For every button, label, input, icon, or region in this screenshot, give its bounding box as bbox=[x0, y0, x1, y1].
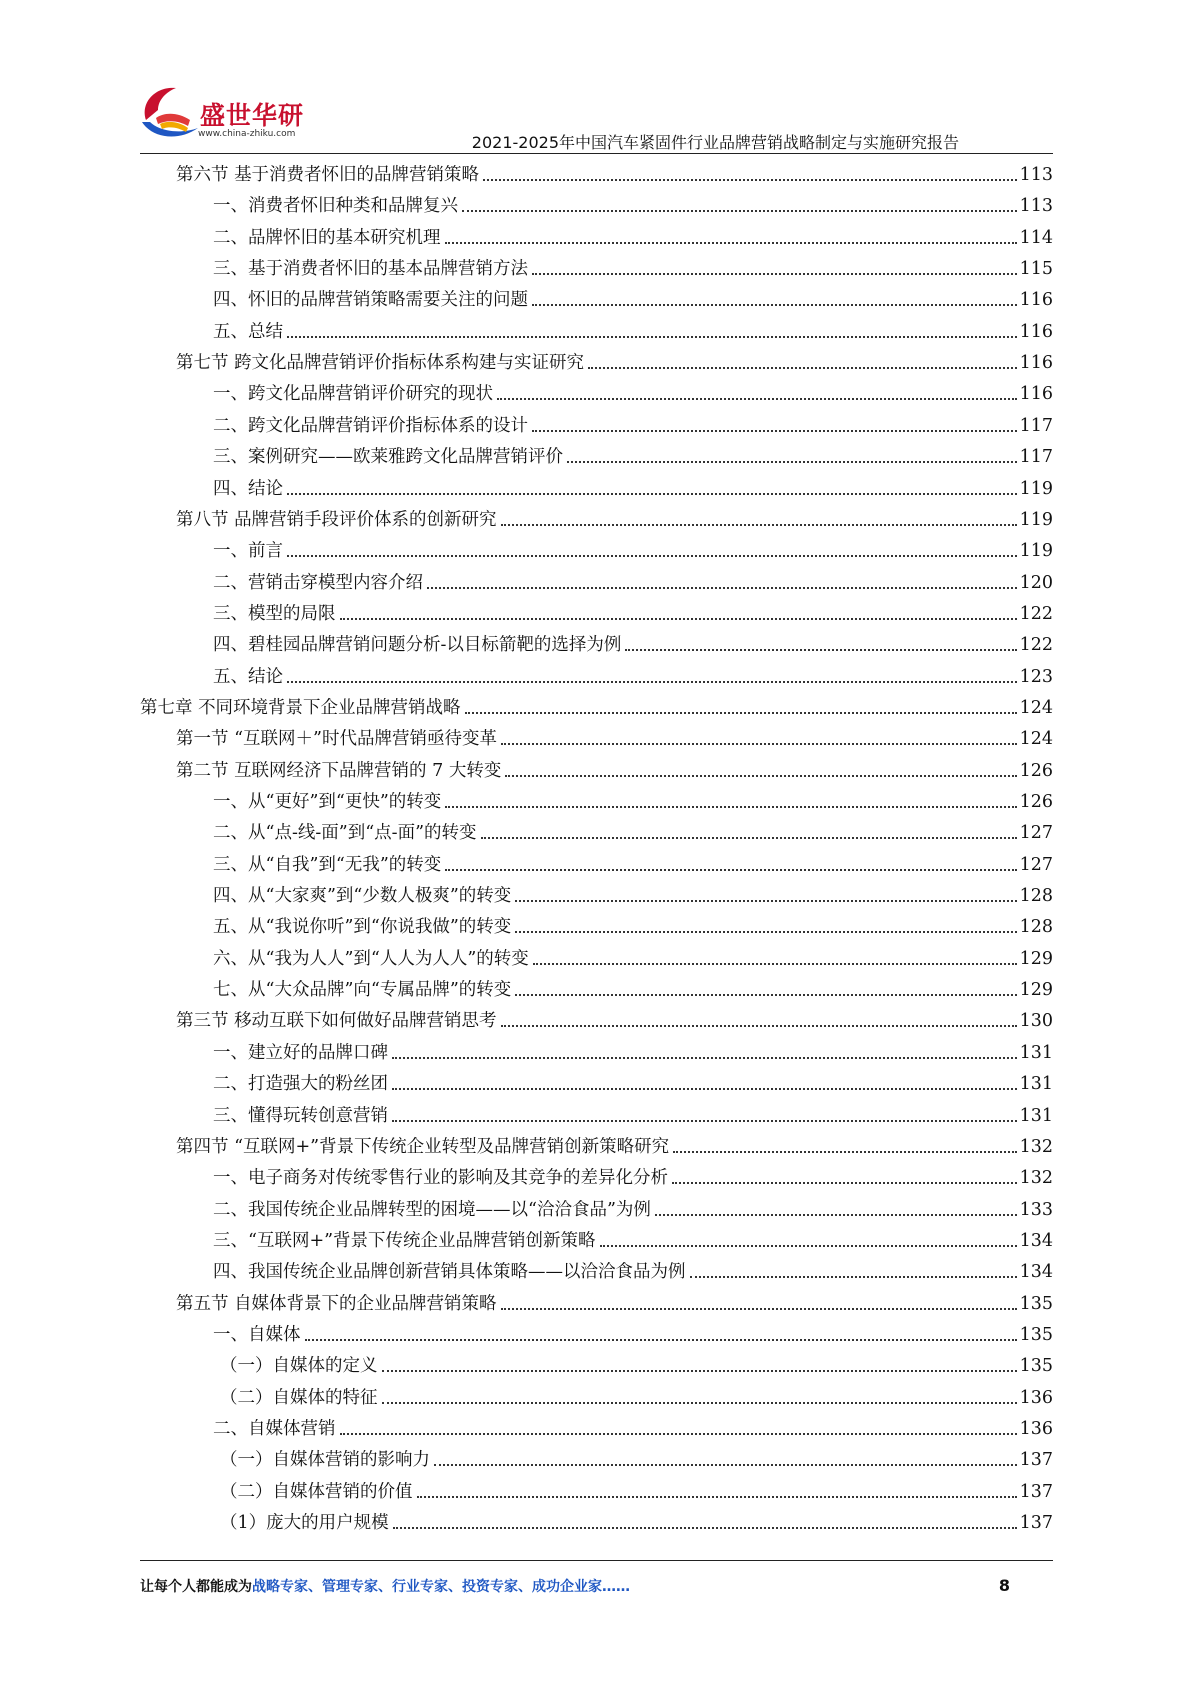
toc-entry-label: 四、结论 bbox=[213, 478, 283, 499]
toc-entry-page: 130 bbox=[1019, 1011, 1053, 1032]
toc-entry-label: 四、从“大家爽”到“少数人极爽”的转变 bbox=[213, 886, 512, 907]
toc-entry-page: 132 bbox=[1019, 1168, 1053, 1189]
toc-entry[interactable] bbox=[213, 630, 1053, 656]
company-logo bbox=[138, 82, 328, 148]
toc-dot-leader bbox=[340, 618, 1017, 620]
toc-entry-page: 119 bbox=[1019, 509, 1053, 530]
toc-entry-label: 四、碧桂园品牌营销问题分析-以目标箭靶的选择为例 bbox=[213, 635, 622, 656]
toc-dot-leader bbox=[625, 649, 1016, 651]
toc-dot-leader bbox=[672, 1182, 1017, 1184]
toc-entry[interactable] bbox=[213, 944, 1053, 970]
toc-entry-label: 三、基于消费者怀旧的基本品牌营销方法 bbox=[213, 259, 528, 280]
toc-entry[interactable] bbox=[213, 474, 1053, 500]
toc-entry[interactable] bbox=[213, 1257, 1053, 1283]
toc-entry-page: 133 bbox=[1019, 1199, 1053, 1220]
toc-dot-leader bbox=[462, 210, 1017, 212]
header-divider bbox=[140, 153, 1053, 154]
toc-entry-label: 二、打造强大的粉丝团 bbox=[213, 1074, 388, 1095]
toc-entry-label: 四、我国传统企业品牌创新营销具体策略——以洽洽食品为例 bbox=[213, 1262, 686, 1283]
toc-entry[interactable] bbox=[140, 693, 1053, 719]
toc-entry-label: 三、懂得玩转创意营销 bbox=[213, 1105, 388, 1126]
footer-slogan-prefix: 让每个人都能成为 bbox=[140, 1579, 252, 1595]
toc-entry-label: 第七节 跨文化品牌营销评价指标体系构建与实证研究 bbox=[176, 353, 585, 374]
toc-dot-leader bbox=[287, 493, 1017, 495]
toc-entry[interactable] bbox=[213, 223, 1053, 249]
toc-entry-label: 第六节 基于消费者怀旧的品牌营销策略 bbox=[176, 165, 480, 185]
toc-entry-page: 120 bbox=[1019, 572, 1053, 593]
toc-dot-leader bbox=[515, 931, 1016, 933]
toc-entry[interactable] bbox=[176, 348, 1053, 374]
toc-entry[interactable] bbox=[213, 568, 1053, 594]
toc-entry[interactable] bbox=[213, 285, 1053, 311]
toc-dot-leader bbox=[483, 179, 1017, 181]
toc-entry[interactable] bbox=[213, 536, 1053, 562]
toc-entry-page: 135 bbox=[1019, 1356, 1053, 1377]
toc-entry-label: 第五节 自媒体背景下的企业品牌营销策略 bbox=[176, 1293, 497, 1314]
toc-entry[interactable] bbox=[213, 317, 1053, 343]
footer-divider bbox=[140, 1560, 1053, 1561]
toc-dot-leader bbox=[392, 1088, 1017, 1090]
toc-dot-leader bbox=[445, 869, 1016, 871]
toc-dot-leader bbox=[445, 242, 1017, 244]
toc-dot-leader bbox=[392, 1120, 1017, 1122]
toc-dot-leader bbox=[655, 1214, 1017, 1216]
toc-entry[interactable] bbox=[213, 379, 1053, 405]
toc-entry[interactable] bbox=[176, 505, 1053, 531]
toc-entry[interactable] bbox=[213, 1101, 1053, 1127]
toc-dot-leader bbox=[515, 994, 1016, 996]
toc-entry-label: （一）自媒体的定义 bbox=[220, 1356, 378, 1377]
toc-dot-leader bbox=[445, 806, 1016, 808]
toc-entry-label: 第八节 品牌营销手段评价体系的创新研究 bbox=[176, 509, 497, 530]
toc-entry-label: 五、结论 bbox=[213, 666, 283, 687]
toc-entry-label: 二、自媒体营销 bbox=[213, 1419, 336, 1439]
toc-dot-leader bbox=[690, 1276, 1017, 1278]
toc-entry[interactable] bbox=[213, 912, 1053, 938]
toc-entry[interactable] bbox=[220, 1508, 1053, 1534]
toc-entry-page: 119 bbox=[1019, 478, 1053, 499]
toc-entry-label: 二、我国传统企业品牌转型的困境——以“洽洽食品”为例 bbox=[213, 1199, 651, 1220]
toc-entry-label: 三、案例研究——欧莱雅跨文化品牌营销评价 bbox=[213, 447, 563, 468]
toc-entry[interactable] bbox=[213, 599, 1053, 625]
toc-dot-leader bbox=[427, 587, 1017, 589]
toc-entry[interactable] bbox=[213, 1195, 1053, 1221]
toc-entry-page: 134 bbox=[1019, 1262, 1053, 1283]
toc-entry[interactable] bbox=[213, 850, 1053, 876]
toc-entry[interactable] bbox=[213, 662, 1053, 688]
toc-dot-leader bbox=[382, 1402, 1017, 1404]
toc-dot-leader bbox=[567, 461, 1017, 463]
toc-entry[interactable] bbox=[213, 411, 1053, 437]
toc-entry-page: 131 bbox=[1019, 1042, 1053, 1063]
toc-dot-leader bbox=[287, 681, 1017, 683]
toc-entry[interactable] bbox=[213, 787, 1053, 813]
toc-dot-leader bbox=[382, 1370, 1017, 1372]
toc-entry[interactable] bbox=[213, 254, 1053, 280]
toc-dot-leader bbox=[588, 367, 1017, 369]
page-header bbox=[0, 0, 1191, 160]
toc-entry[interactable] bbox=[213, 881, 1053, 907]
toc-entry-page: 126 bbox=[1019, 792, 1053, 812]
toc-dot-leader bbox=[532, 273, 1017, 275]
toc-entry-label: （一）自媒体营销的影响力 bbox=[220, 1450, 430, 1471]
toc-entry-page: 132 bbox=[1019, 1136, 1053, 1157]
toc-entry-page: 113 bbox=[1019, 165, 1053, 185]
toc-dot-leader bbox=[417, 1496, 1017, 1498]
toc-entry-page: 137 bbox=[1019, 1513, 1053, 1534]
toc-entry-label: 六、从“我为人人”到“人人为人人”的转变 bbox=[213, 948, 529, 969]
toc-entry[interactable] bbox=[220, 1445, 1053, 1471]
toc-entry[interactable] bbox=[213, 1038, 1053, 1064]
toc-dot-leader bbox=[481, 837, 1017, 839]
toc-entry-label: 五、总结 bbox=[213, 321, 283, 342]
toc-entry-label: 一、消费者怀旧种类和品牌复兴 bbox=[213, 196, 458, 217]
logo-emblem-icon bbox=[138, 82, 204, 144]
toc-entry-page: 129 bbox=[1019, 980, 1053, 1001]
toc-dot-leader bbox=[392, 1057, 1017, 1059]
toc-entry-page: 122 bbox=[1019, 635, 1053, 656]
toc-entry-page: 114 bbox=[1019, 227, 1053, 248]
toc-dot-leader bbox=[465, 712, 1017, 714]
toc-entry-label: 一、电子商务对传统零售行业的影响及其竞争的差异化分析 bbox=[213, 1168, 668, 1189]
toc-entry[interactable] bbox=[213, 818, 1053, 844]
toc-dot-leader bbox=[600, 1245, 1017, 1247]
toc-dot-leader bbox=[340, 1433, 1017, 1435]
toc-entry[interactable] bbox=[213, 1163, 1053, 1189]
toc-dot-leader bbox=[287, 555, 1017, 557]
report-title: 2021-2025年中国汽车紧固件行业品牌营销战略制定与实施研究报告 bbox=[471, 133, 959, 152]
toc-entry-label: 一、跨文化品牌营销评价研究的现状 bbox=[213, 384, 493, 405]
toc-entry-page: 137 bbox=[1019, 1450, 1053, 1471]
toc-entry-label: （二）自媒体的特征 bbox=[220, 1387, 378, 1408]
toc-entry-page: 131 bbox=[1019, 1105, 1053, 1126]
toc-entry[interactable] bbox=[213, 975, 1053, 1001]
toc-dot-leader bbox=[305, 1339, 1017, 1341]
toc-entry-label: 五、从“我说你听”到“你说我做”的转变 bbox=[213, 917, 512, 938]
toc-entry-page: 119 bbox=[1019, 541, 1053, 562]
toc-entry-page: 134 bbox=[1019, 1230, 1053, 1251]
toc-entry-label: 二、营销击穿模型内容介绍 bbox=[213, 572, 423, 593]
toc-entry[interactable] bbox=[213, 1069, 1053, 1095]
toc-dot-leader bbox=[501, 743, 1017, 745]
toc-entry-label: 第七章 不同环境背景下企业品牌营销战略 bbox=[140, 697, 461, 718]
toc-entry-label: 二、品牌怀旧的基本研究机理 bbox=[213, 227, 441, 248]
toc-entry-page: 116 bbox=[1019, 353, 1053, 374]
toc-entry-label: 三、从“自我”到“无我”的转变 bbox=[213, 854, 442, 875]
toc-dot-leader bbox=[505, 775, 1016, 777]
toc-dot-leader bbox=[287, 336, 1017, 338]
toc-dot-leader bbox=[497, 398, 1017, 400]
toc-entry-page: 115 bbox=[1019, 259, 1053, 280]
toc-entry-page: 127 bbox=[1019, 823, 1053, 844]
toc-entry[interactable] bbox=[176, 1006, 1053, 1032]
toc-dot-leader bbox=[533, 963, 1017, 965]
toc-entry[interactable] bbox=[176, 724, 1053, 750]
toc-entry[interactable] bbox=[220, 1477, 1053, 1503]
toc-entry[interactable] bbox=[220, 1383, 1053, 1409]
toc-entry[interactable] bbox=[213, 1320, 1053, 1346]
toc-dot-leader bbox=[434, 1464, 1017, 1466]
toc-entry-page: 136 bbox=[1019, 1419, 1053, 1439]
toc-entry-page: 135 bbox=[1019, 1324, 1053, 1345]
toc-entry-page: 128 bbox=[1019, 917, 1053, 938]
toc-entry-label: 二、跨文化品牌营销评价指标体系的设计 bbox=[213, 415, 528, 436]
toc-entry[interactable] bbox=[213, 1414, 1053, 1440]
toc-entry-page: 128 bbox=[1019, 886, 1053, 907]
toc-entry-page: 116 bbox=[1019, 290, 1053, 311]
toc-entry-label: 七、从“大众品牌”向“专属品牌”的转变 bbox=[213, 980, 512, 1001]
toc-entry-label: 一、从“更好”到“更快”的转变 bbox=[213, 792, 442, 812]
toc-entry-page: 124 bbox=[1019, 697, 1053, 718]
toc-entry-label: 一、前言 bbox=[213, 541, 283, 562]
toc-entry-label: 第三节 移动互联下如何做好品牌营销思考 bbox=[176, 1011, 497, 1032]
toc-dot-leader bbox=[393, 1527, 1017, 1529]
page-footer bbox=[140, 1576, 1010, 1606]
toc-entry-label: 一、自媒体 bbox=[213, 1324, 301, 1345]
page-number: 8 bbox=[998, 1576, 1010, 1595]
toc-entry-page: 117 bbox=[1019, 415, 1053, 436]
toc-entry[interactable] bbox=[176, 1289, 1053, 1315]
toc-dot-leader bbox=[501, 1025, 1017, 1027]
toc-entry-page: 117 bbox=[1019, 447, 1053, 468]
toc-dot-leader bbox=[515, 900, 1016, 902]
toc-entry-label: 第二节 互联网经济下品牌营销的 7 大转变 bbox=[176, 760, 502, 781]
toc-dot-leader bbox=[501, 1308, 1017, 1310]
toc-entry-page: 122 bbox=[1019, 603, 1053, 624]
toc-entry-label: （1）庞大的用户规模 bbox=[220, 1513, 389, 1534]
logo-name: 盛世华研 bbox=[200, 101, 305, 130]
toc-entry-label: 一、建立好的品牌口碑 bbox=[213, 1042, 388, 1063]
logo-url: www.china-zhiku.com bbox=[198, 129, 296, 139]
toc-entry-page: 127 bbox=[1019, 854, 1053, 875]
toc-entry[interactable] bbox=[220, 1351, 1053, 1377]
toc-entry-page: 131 bbox=[1019, 1074, 1053, 1095]
toc-entry-page: 116 bbox=[1019, 384, 1053, 405]
toc-dot-leader bbox=[501, 524, 1017, 526]
toc-dot-leader bbox=[532, 304, 1017, 306]
toc-entry[interactable] bbox=[176, 756, 1053, 782]
toc-entry[interactable] bbox=[176, 1132, 1053, 1158]
footer-slogan-highlight: 战略专家、管理专家、行业专家、投资专家、成功企业家…… bbox=[252, 1579, 630, 1595]
toc-entry-page: 136 bbox=[1019, 1387, 1053, 1408]
toc-entry-page: 129 bbox=[1019, 948, 1053, 969]
toc-entry-page: 123 bbox=[1019, 666, 1053, 687]
toc-entry[interactable] bbox=[213, 191, 1053, 217]
toc-entry[interactable] bbox=[213, 1226, 1053, 1252]
toc-entry-page: 113 bbox=[1019, 196, 1053, 217]
toc-dot-leader bbox=[673, 1151, 1016, 1153]
toc-entry-page: 126 bbox=[1019, 760, 1053, 781]
toc-entry-label: 二、从“点-线-面”到“点-面”的转变 bbox=[213, 823, 477, 844]
toc-dot-leader bbox=[532, 430, 1017, 432]
toc-entry-label: 第一节 “互联网＋”时代品牌营销亟待变革 bbox=[176, 729, 497, 750]
toc-entry-page: 124 bbox=[1019, 729, 1053, 750]
toc-entry-label: 三、模型的局限 bbox=[213, 603, 336, 624]
toc-entry-label: 三、“互联网+”背景下传统企业品牌营销创新策略 bbox=[213, 1230, 596, 1251]
toc-entry[interactable] bbox=[213, 442, 1053, 468]
toc-entry-label: （二）自媒体营销的价值 bbox=[220, 1481, 413, 1502]
toc-entry-page: 116 bbox=[1019, 321, 1053, 342]
toc-entry[interactable] bbox=[176, 160, 1053, 186]
toc-entry-label: 四、怀旧的品牌营销策略需要关注的问题 bbox=[213, 290, 528, 311]
toc-entry-page: 135 bbox=[1019, 1293, 1053, 1314]
toc-entry-page: 137 bbox=[1019, 1481, 1053, 1502]
toc-entry-label: 第四节 “互联网+”背景下传统企业转型及品牌营销创新策略研究 bbox=[176, 1136, 670, 1157]
